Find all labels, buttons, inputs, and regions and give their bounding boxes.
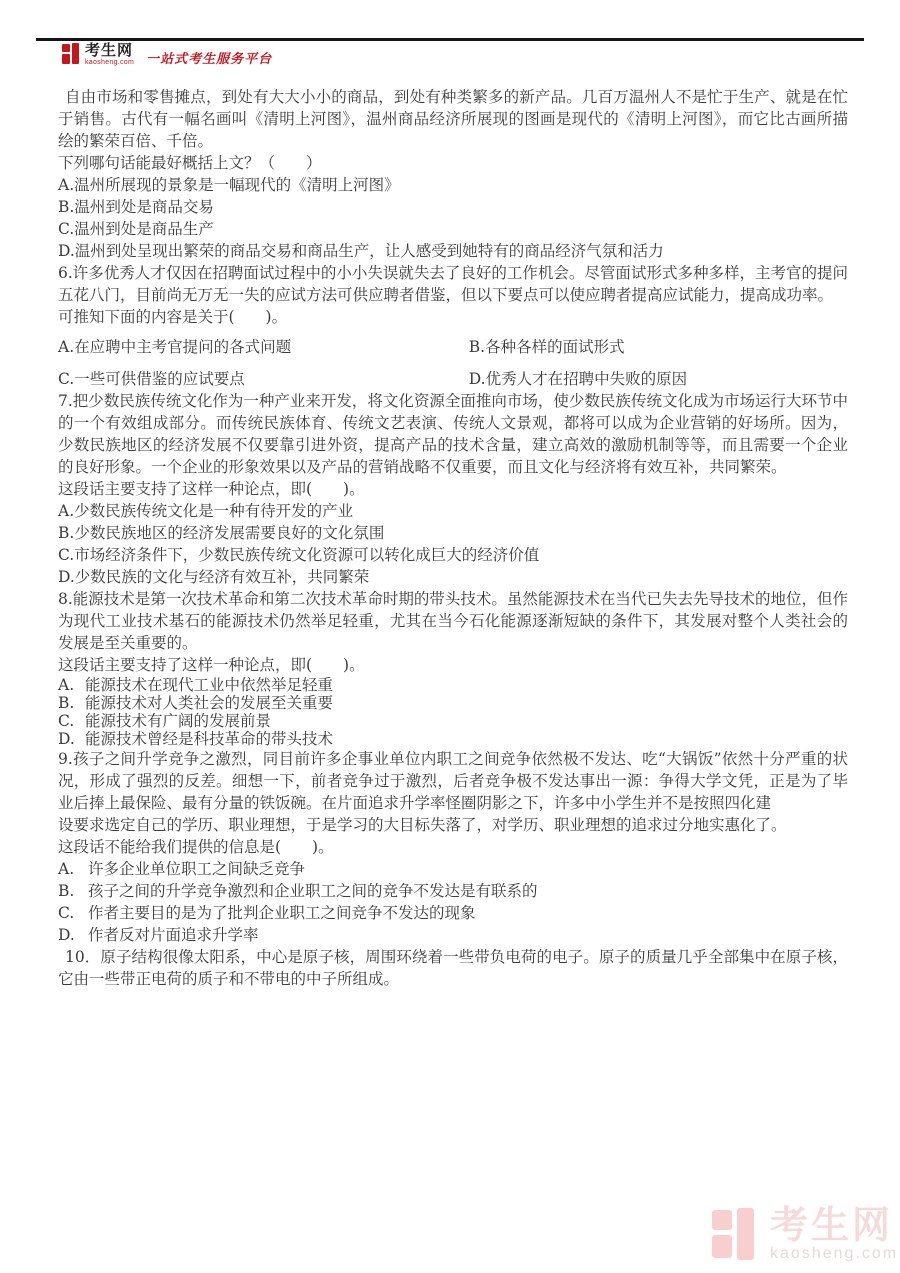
q7-option-b: B.少数民族地区的经济发展需要良好的文化氛围 [58, 524, 385, 542]
site-logo[interactable] [62, 43, 272, 67]
watermark-name: 考生网 [770, 1205, 894, 1247]
q9-passage-part1: 9.孩子之间升学竞争之激烈，同目前许多企事业单位内职工之间竞争依然极不发达、吃“大锅饭”依然十分严重的状况，形成了强烈的反差。细想一下，前者竞争过于激烈，后者竞争极不发达事出一源：争得大学文凭，正是为了毕业后捧上最保险、最有分量的铁饭碗。在片面追求升学率怪圈阴影之下，许多中小学生并不是按照四化建 [58, 750, 848, 812]
q8-prompt: 这段话主要支持了这样一种论点，即( )。 [58, 656, 365, 674]
watermark [712, 1205, 899, 1263]
q8-option-a-text: 能源技术在现代工业中依然举足轻重 [85, 676, 334, 694]
watermark-text [770, 1205, 899, 1263]
q9-option-c-letter: C. [58, 904, 75, 922]
q9-option-b-letter: B. [58, 882, 75, 900]
q9-option-b-text: 孩子之间的升学竞争激烈和企业职工之间的竞争不发达是有联系的 [88, 882, 538, 900]
q6-option-row-2 [58, 368, 848, 390]
q7-option-a: A.少数民族传统文化是一种有待开发的产业 [58, 502, 354, 520]
q6-option-a: A.在应聘中主考官提问的各式问题 [58, 338, 292, 356]
q7-option-c: C.市场经济条件下，少数民族传统文化资源可以转化成巨大的经济价值 [58, 546, 540, 564]
q7-passage: 7.把少数民族传统文化作为一种产业来开发，将文化资源全面推向市场，使少数民族传统文化成为市场运行大环节中的一个有效组成部分。而传统民族体育、传统文艺表演、传统人文景观，都将可以成为企业营销的好场所。因为，少数民族地区的经济发展不仅要靠引进外资，提高产品的技术含量，建立高效的激励机制等等，而且需要一个企业的良好形象。一个企业的形象效果以及产品的营销战略不仅重要，而且文化与经济将有效互补，共同繁荣。 [58, 392, 848, 476]
q9-passage-part2: 设要求选定自己的学历、职业理想，于是学习的大目标失落了，对学历、职业理想的追求过分地实惠化了。 [58, 816, 787, 834]
q6-option-row-1 [58, 336, 848, 358]
q7-prompt: 这段话主要支持了这样一种论点，即( )。 [58, 480, 365, 498]
logo-domain: kaosheng.com [85, 59, 135, 66]
q5-option-d: D.温州到处呈现出繁荣的商品交易和商品生产，让人感受到她特有的商品经济气氛和活力 [58, 242, 664, 260]
q9-option-a-letter: A. [58, 860, 75, 878]
q8-option-b-text: 能源技术对人类社会的发展至关重要 [85, 694, 334, 712]
q9-option-d-text: 作者反对片面追求升学率 [88, 926, 259, 944]
q5-prompt: 下列哪句话能最好概括上文？（ ） [58, 154, 322, 172]
q7-option-d: D.少数民族的文化与经济有效互补，共同繁荣 [58, 568, 370, 586]
q9-option-b [58, 880, 848, 902]
q8-option-c-text: 能源技术有广阔的发展前景 [85, 712, 272, 730]
q8-option-a-letter: A. [58, 676, 75, 694]
kaosheng-logo-icon [62, 43, 81, 64]
q8-option-d-text: 能源技术曾经是科技革命的带头技术 [85, 730, 334, 748]
q8-passage: 8.能源技术是第一次技术革命和第二次技术革命时期的带头技术。虽然能源技术在当代已失去先导技术的地位，但作为现代工业技术基石的能源技术仍然举足轻重，尤其在当今石化能源逐渐短缺的条件下，其发展对整个人类社会的发展是至关重要的。 [58, 590, 848, 652]
q9-option-a [58, 858, 848, 880]
q9-option-c-text: 作者主要目的是为了批判企业职工之间竞争不发达的现象 [88, 904, 476, 922]
q6-passage: 6.许多优秀人才仅因在招聘面试过程中的小小失误就失去了良好的工作机会。尽管面试形式多种多样，主考官的提问五花八门，目前尚无万无一失的应试方法可供应聘者借鉴，但以下要点可以使应聘者提高应试能力，提高成功率。 [58, 264, 848, 304]
q10-passage: 10．原子结构很像太阳系，中心是原子核，周围环绕着一些带负电荷的电子。原子的质量几乎全部集中在原子核，它由一些带正电荷的质子和不带电的中子所组成。 [58, 948, 848, 988]
q8-option-d-letter: D. [58, 730, 75, 748]
q9-prompt: 这段话不能给我们提供的信息是( )。 [58, 838, 334, 856]
q8-option-d [58, 730, 848, 748]
kaosheng-watermark-icon [712, 1208, 760, 1260]
q8-option-a [58, 676, 848, 694]
q8-option-c [58, 712, 848, 730]
q6-option-b: B.各种各样的面试形式 [468, 338, 625, 356]
q6-prompt: 可推知下面的内容是关于( )。 [58, 308, 288, 326]
exam-content [58, 86, 848, 990]
watermark-domain: kaosheng.com [770, 1245, 899, 1262]
q5-option-c: C.温州到处是商品生产 [58, 220, 214, 238]
q9-option-a-text: 许多企业单位职工之间缺乏竞争 [88, 860, 306, 878]
q8-option-b [58, 694, 848, 712]
q5-passage: 自由市场和零售摊点，到处有大大小小的商品，到处有种类繁多的新产品。几百万温州人不是忙于生产、就是在忙于销售。古代有一幅名画叫《清明上河图》，温州商品经济所展现的图画是现代的《清明上河图》，而它比古画所描绘的繁荣百倍、千倍。 [58, 88, 848, 150]
q8-option-c-letter: C. [58, 712, 75, 730]
q5-option-b: B.温州到处是商品交易 [58, 198, 214, 216]
q6-option-d: D.优秀人才在招聘中失败的原因 [468, 370, 688, 388]
logo-name: 考生网 [85, 42, 134, 59]
header-divider [36, 38, 864, 41]
q9-option-c [58, 902, 848, 924]
logo-text [85, 43, 134, 66]
logo-tagline: 一站式考生服务平台 [146, 51, 273, 66]
q9-option-d-letter: D. [58, 926, 75, 944]
q8-option-b-letter: B. [58, 694, 75, 712]
q6-option-c: C.一些可供借鉴的应试要点 [58, 370, 245, 388]
q9-option-d [58, 924, 848, 946]
q5-option-a: A.温州所展现的景象是一幅现代的《清明上河图》 [58, 176, 400, 194]
